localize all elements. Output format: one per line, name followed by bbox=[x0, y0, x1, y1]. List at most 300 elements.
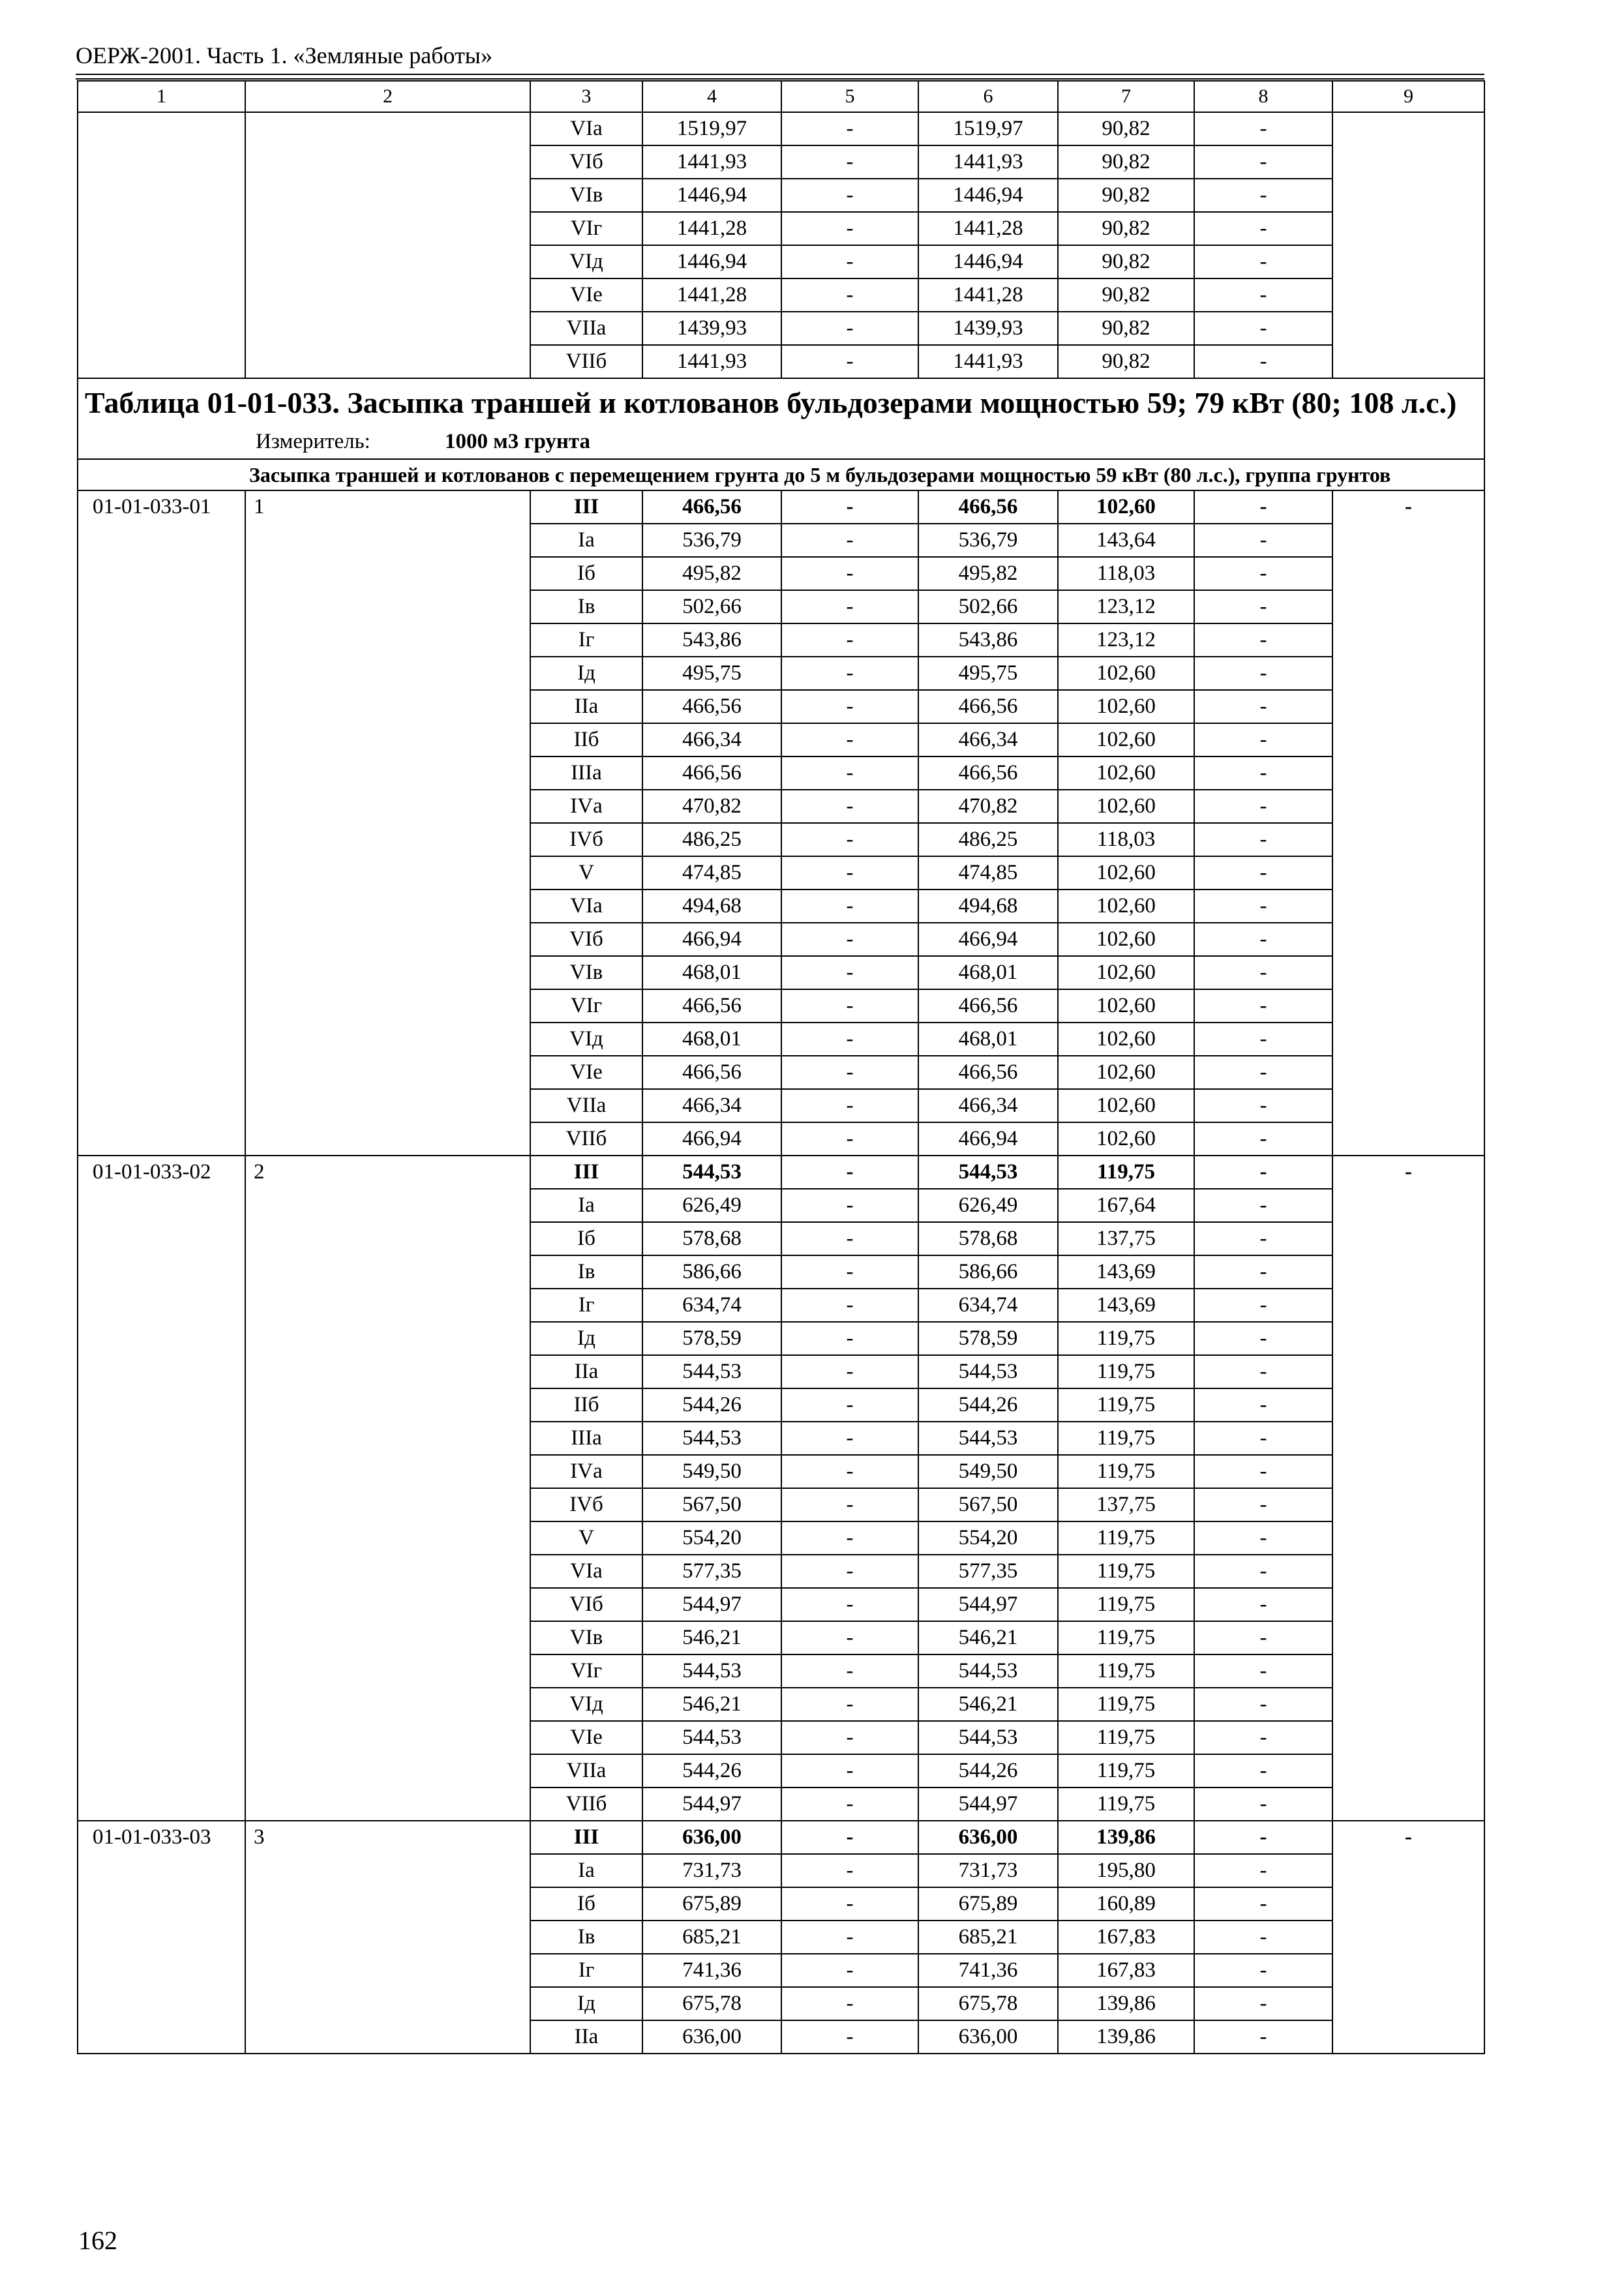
soil-group-cell: VIIб bbox=[530, 1788, 642, 1821]
soil-group-cell: V bbox=[530, 856, 642, 890]
item-code: 01-01-033-02 bbox=[78, 1156, 245, 1821]
operator-wages-cell: 137,75 bbox=[1058, 1488, 1194, 1521]
operator-wages-cell: 102,60 bbox=[1058, 1056, 1194, 1089]
table-body bbox=[78, 81, 1484, 2054]
wages-cell: - bbox=[781, 557, 918, 590]
soil-group-cell: IIIа bbox=[530, 1422, 642, 1455]
materials-cell: - bbox=[1194, 145, 1332, 179]
materials-cell: - bbox=[1194, 756, 1332, 790]
table-subtitle-row bbox=[78, 459, 1484, 490]
operator-wages-cell: 119,75 bbox=[1058, 1422, 1194, 1455]
materials-cell: - bbox=[1194, 1255, 1332, 1289]
materials-cell: - bbox=[1194, 312, 1332, 345]
materials-cell: - bbox=[1194, 1023, 1332, 1056]
operator-wages-cell: 119,75 bbox=[1058, 1621, 1194, 1654]
header-rule-second bbox=[76, 78, 1484, 80]
total-cost-cell: 636,00 bbox=[642, 2020, 781, 2054]
machine-cost-cell: 468,01 bbox=[918, 1023, 1058, 1056]
total-cost-cell: 494,68 bbox=[642, 890, 781, 923]
machine-cost-cell: 1446,94 bbox=[918, 179, 1058, 212]
machine-cost-cell: 546,21 bbox=[918, 1621, 1058, 1654]
soil-group-cell: Iб bbox=[530, 1222, 642, 1255]
total-cost-cell: 544,53 bbox=[642, 1355, 781, 1388]
wages-cell: - bbox=[781, 312, 918, 345]
soil-group-cell: IIа bbox=[530, 1355, 642, 1388]
operator-wages-cell: 102,60 bbox=[1058, 1122, 1194, 1156]
machine-cost-cell: 731,73 bbox=[918, 1854, 1058, 1887]
materials-cell: - bbox=[1194, 112, 1332, 145]
column-number-row bbox=[78, 81, 1484, 112]
total-cost-cell: 466,56 bbox=[642, 490, 781, 524]
total-cost-cell: 634,74 bbox=[642, 1289, 781, 1322]
total-cost-cell: 1519,97 bbox=[642, 112, 781, 145]
total-cost-cell: 626,49 bbox=[642, 1189, 781, 1222]
machine-cost-cell: 495,82 bbox=[918, 557, 1058, 590]
group-cell bbox=[245, 245, 530, 278]
operator-wages-cell: 119,75 bbox=[1058, 1156, 1194, 1189]
total-cost-cell: 544,97 bbox=[642, 1788, 781, 1821]
total-cost-cell: 1441,93 bbox=[642, 345, 781, 378]
operator-wages-cell: 102,60 bbox=[1058, 1089, 1194, 1122]
operator-wages-cell: 102,60 bbox=[1058, 490, 1194, 524]
table-subtitle: Засыпка траншей и котлованов с перемещением грунта до 5 м бульдозерами мощностью 59 кВт (80 л.с.), группа грунтов bbox=[78, 459, 1484, 490]
machine-cost-cell: 466,94 bbox=[918, 923, 1058, 956]
machine-cost-cell: 466,56 bbox=[918, 756, 1058, 790]
machine-cost-cell: 544,53 bbox=[918, 1422, 1058, 1455]
wages-cell: - bbox=[781, 1821, 918, 1854]
total-cost-cell: 1446,94 bbox=[642, 245, 781, 278]
soil-group-cell: VIд bbox=[530, 1023, 642, 1056]
wages-cell: - bbox=[781, 1688, 918, 1721]
materials-cell: - bbox=[1194, 690, 1332, 723]
total-cost-cell: 466,56 bbox=[642, 1056, 781, 1089]
soil-group-cell: IVа bbox=[530, 790, 642, 823]
operator-wages-cell: 119,75 bbox=[1058, 1521, 1194, 1555]
machine-cost-cell: 544,97 bbox=[918, 1588, 1058, 1621]
wages-cell: - bbox=[781, 490, 918, 524]
wages-cell: - bbox=[781, 1488, 918, 1521]
machine-cost-cell: 466,34 bbox=[918, 1089, 1058, 1122]
machine-cost-cell: 468,01 bbox=[918, 956, 1058, 989]
operator-wages-cell: 102,60 bbox=[1058, 923, 1194, 956]
machine-cost-cell: 544,26 bbox=[918, 1388, 1058, 1422]
column-number: 8 bbox=[1194, 81, 1332, 112]
total-cost-cell: 731,73 bbox=[642, 1854, 781, 1887]
soil-group-cell: VIг bbox=[530, 989, 642, 1023]
total-cost-cell: 544,53 bbox=[642, 1156, 781, 1189]
total-cost-cell: 466,56 bbox=[642, 690, 781, 723]
wages-cell: - bbox=[781, 1455, 918, 1488]
total-cost-cell: 466,94 bbox=[642, 923, 781, 956]
total-cost-cell: 1441,93 bbox=[642, 145, 781, 179]
item-group: 3 bbox=[245, 1821, 530, 2054]
soil-group-cell: Iг bbox=[530, 623, 642, 657]
total-cost-cell: 554,20 bbox=[642, 1521, 781, 1555]
column-number: 2 bbox=[245, 81, 530, 112]
wages-cell: - bbox=[781, 823, 918, 856]
table-row bbox=[78, 212, 1484, 245]
machine-cost-cell: 544,53 bbox=[918, 1654, 1058, 1688]
group-cell bbox=[245, 179, 530, 212]
item-code: 01-01-033-03 bbox=[78, 1821, 245, 2054]
machine-cost-cell: 636,00 bbox=[918, 2020, 1058, 2054]
materials-cell: - bbox=[1194, 1521, 1332, 1555]
wages-cell: - bbox=[781, 345, 918, 378]
total-cost-cell: 577,35 bbox=[642, 1555, 781, 1588]
wages-cell: - bbox=[781, 989, 918, 1023]
soil-group-cell: V bbox=[530, 1521, 642, 1555]
total-cost-cell: 685,21 bbox=[642, 1921, 781, 1954]
total-cost-cell: 466,34 bbox=[642, 723, 781, 756]
total-cost-cell: 675,89 bbox=[642, 1887, 781, 1921]
machine-cost-cell: 685,21 bbox=[918, 1921, 1058, 1954]
machine-cost-cell: 466,56 bbox=[918, 690, 1058, 723]
wages-cell: - bbox=[781, 1255, 918, 1289]
machine-cost-cell: 466,56 bbox=[918, 490, 1058, 524]
group-cell bbox=[245, 312, 530, 345]
machine-cost-cell: 586,66 bbox=[918, 1255, 1058, 1289]
wages-cell: - bbox=[781, 1322, 918, 1355]
wages-cell: - bbox=[781, 1422, 918, 1455]
soil-group-cell: IIа bbox=[530, 690, 642, 723]
soil-group-cell: III bbox=[530, 1156, 642, 1189]
wages-cell: - bbox=[781, 1788, 918, 1821]
group-cell bbox=[245, 112, 530, 145]
wages-cell: - bbox=[781, 1721, 918, 1754]
operator-wages-cell: 160,89 bbox=[1058, 1887, 1194, 1921]
operator-wages-cell: 90,82 bbox=[1058, 212, 1194, 245]
measure-value: 1000 м3 грунта bbox=[445, 430, 591, 453]
wages-cell: - bbox=[781, 1588, 918, 1621]
machine-cost-cell: 546,21 bbox=[918, 1688, 1058, 1721]
total-cost-cell: 486,25 bbox=[642, 823, 781, 856]
labor-cell bbox=[1332, 212, 1484, 245]
wages-cell: - bbox=[781, 657, 918, 690]
total-cost-cell: 466,94 bbox=[642, 1122, 781, 1156]
materials-cell: - bbox=[1194, 1954, 1332, 1987]
wages-cell: - bbox=[781, 245, 918, 278]
operator-wages-cell: 137,75 bbox=[1058, 1222, 1194, 1255]
wages-cell: - bbox=[781, 923, 918, 956]
operator-wages-cell: 119,75 bbox=[1058, 1322, 1194, 1355]
table-row bbox=[78, 1821, 1484, 1854]
total-cost-cell: 502,66 bbox=[642, 590, 781, 623]
materials-cell: - bbox=[1194, 1355, 1332, 1388]
soil-group-cell: VIе bbox=[530, 1721, 642, 1754]
soil-group-cell: Iа bbox=[530, 1854, 642, 1887]
labor-cell bbox=[1332, 278, 1484, 312]
item-group: 2 bbox=[245, 1156, 530, 1821]
machine-cost-cell: 1441,93 bbox=[918, 345, 1058, 378]
soil-group-cell: Iа bbox=[530, 524, 642, 557]
measure-label: Измеритель: bbox=[256, 430, 370, 453]
machine-cost-cell: 1439,93 bbox=[918, 312, 1058, 345]
table-row bbox=[78, 145, 1484, 179]
wages-cell: - bbox=[781, 212, 918, 245]
materials-cell: - bbox=[1194, 1289, 1332, 1322]
machine-cost-cell: 1441,28 bbox=[918, 212, 1058, 245]
total-cost-cell: 544,53 bbox=[642, 1654, 781, 1688]
operator-wages-cell: 167,83 bbox=[1058, 1921, 1194, 1954]
column-number: 7 bbox=[1058, 81, 1194, 112]
total-cost-cell: 1446,94 bbox=[642, 179, 781, 212]
materials-cell: - bbox=[1194, 1721, 1332, 1754]
operator-wages-cell: 119,75 bbox=[1058, 1455, 1194, 1488]
operator-wages-cell: 195,80 bbox=[1058, 1854, 1194, 1887]
wages-cell: - bbox=[781, 1654, 918, 1688]
operator-wages-cell: 167,64 bbox=[1058, 1189, 1194, 1222]
total-cost-cell: 495,82 bbox=[642, 557, 781, 590]
operator-wages-cell: 167,83 bbox=[1058, 1954, 1194, 1987]
labor-cell bbox=[1332, 312, 1484, 345]
materials-cell: - bbox=[1194, 278, 1332, 312]
group-cell bbox=[245, 145, 530, 179]
item-group: 1 bbox=[245, 490, 530, 1156]
operator-wages-cell: 90,82 bbox=[1058, 345, 1194, 378]
materials-cell: - bbox=[1194, 790, 1332, 823]
operator-wages-cell: 119,75 bbox=[1058, 1721, 1194, 1754]
wages-cell: - bbox=[781, 1089, 918, 1122]
machine-cost-cell: 466,56 bbox=[918, 1056, 1058, 1089]
wages-cell: - bbox=[781, 1189, 918, 1222]
materials-cell: - bbox=[1194, 179, 1332, 212]
materials-cell: - bbox=[1194, 1156, 1332, 1189]
machine-cost-cell: 1519,97 bbox=[918, 112, 1058, 145]
table-row bbox=[78, 278, 1484, 312]
code-cell bbox=[78, 212, 245, 245]
materials-cell: - bbox=[1194, 212, 1332, 245]
total-cost-cell: 567,50 bbox=[642, 1488, 781, 1521]
wages-cell: - bbox=[781, 1122, 918, 1156]
soil-group-cell: IVб bbox=[530, 1488, 642, 1521]
soil-group-cell: III bbox=[530, 1821, 642, 1854]
operator-wages-cell: 90,82 bbox=[1058, 179, 1194, 212]
machine-cost-cell: 536,79 bbox=[918, 524, 1058, 557]
total-cost-cell: 544,26 bbox=[642, 1754, 781, 1788]
machine-cost-cell: 626,49 bbox=[918, 1189, 1058, 1222]
total-cost-cell: 544,97 bbox=[642, 1588, 781, 1621]
total-cost-cell: 495,75 bbox=[642, 657, 781, 690]
materials-cell: - bbox=[1194, 657, 1332, 690]
materials-cell: - bbox=[1194, 1388, 1332, 1422]
labor-cell bbox=[1332, 345, 1484, 378]
wages-cell: - bbox=[781, 1222, 918, 1255]
soil-group-cell: VIе bbox=[530, 1056, 642, 1089]
wages-cell: - bbox=[781, 856, 918, 890]
operator-wages-cell: 102,60 bbox=[1058, 1023, 1194, 1056]
operator-wages-cell: 143,64 bbox=[1058, 524, 1194, 557]
total-cost-cell: 578,68 bbox=[642, 1222, 781, 1255]
machine-cost-cell: 675,89 bbox=[918, 1887, 1058, 1921]
soil-group-cell: Iб bbox=[530, 557, 642, 590]
soil-group-cell: IVа bbox=[530, 1455, 642, 1488]
soil-group-cell: VIв bbox=[530, 179, 642, 212]
total-cost-cell: 636,00 bbox=[642, 1821, 781, 1854]
table-row bbox=[78, 112, 1484, 145]
soil-group-cell: VIб bbox=[530, 145, 642, 179]
operator-wages-cell: 139,86 bbox=[1058, 1987, 1194, 2020]
wages-cell: - bbox=[781, 1887, 918, 1921]
materials-cell: - bbox=[1194, 1654, 1332, 1688]
materials-cell: - bbox=[1194, 1122, 1332, 1156]
materials-cell: - bbox=[1194, 1921, 1332, 1954]
soil-group-cell: VIа bbox=[530, 112, 642, 145]
column-number: 3 bbox=[530, 81, 642, 112]
soil-group-cell: VIIб bbox=[530, 1122, 642, 1156]
operator-wages-cell: 119,75 bbox=[1058, 1355, 1194, 1388]
wages-cell: - bbox=[781, 112, 918, 145]
total-cost-cell: 578,59 bbox=[642, 1322, 781, 1355]
soil-group-cell: VIд bbox=[530, 1688, 642, 1721]
soil-group-cell: Iд bbox=[530, 657, 642, 690]
machine-cost-cell: 1446,94 bbox=[918, 245, 1058, 278]
materials-cell: - bbox=[1194, 1854, 1332, 1887]
materials-cell: - bbox=[1194, 1887, 1332, 1921]
operator-wages-cell: 118,03 bbox=[1058, 823, 1194, 856]
labor-cell: - bbox=[1332, 1156, 1484, 1821]
soil-group-cell: VIв bbox=[530, 956, 642, 989]
machine-cost-cell: 554,20 bbox=[918, 1521, 1058, 1555]
materials-cell: - bbox=[1194, 245, 1332, 278]
soil-group-cell: VIIа bbox=[530, 312, 642, 345]
wages-cell: - bbox=[781, 1555, 918, 1588]
operator-wages-cell: 102,60 bbox=[1058, 989, 1194, 1023]
operator-wages-cell: 123,12 bbox=[1058, 590, 1194, 623]
machine-cost-cell: 1441,28 bbox=[918, 278, 1058, 312]
wages-cell: - bbox=[781, 1355, 918, 1388]
materials-cell: - bbox=[1194, 890, 1332, 923]
labor-cell: - bbox=[1332, 1821, 1484, 2054]
soil-group-cell: VIг bbox=[530, 212, 642, 245]
operator-wages-cell: 90,82 bbox=[1058, 245, 1194, 278]
total-cost-cell: 586,66 bbox=[642, 1255, 781, 1289]
wages-cell: - bbox=[781, 1388, 918, 1422]
materials-cell: - bbox=[1194, 1621, 1332, 1654]
machine-cost-cell: 567,50 bbox=[918, 1488, 1058, 1521]
group-cell bbox=[245, 212, 530, 245]
operator-wages-cell: 102,60 bbox=[1058, 790, 1194, 823]
wages-cell: - bbox=[781, 956, 918, 989]
wages-cell: - bbox=[781, 756, 918, 790]
total-cost-cell: 549,50 bbox=[642, 1455, 781, 1488]
wages-cell: - bbox=[781, 2020, 918, 2054]
materials-cell: - bbox=[1194, 1189, 1332, 1222]
soil-group-cell: VIIа bbox=[530, 1754, 642, 1788]
code-cell bbox=[78, 145, 245, 179]
materials-cell: - bbox=[1194, 1455, 1332, 1488]
labor-cell bbox=[1332, 145, 1484, 179]
soil-group-cell: VIIа bbox=[530, 1089, 642, 1122]
materials-cell: - bbox=[1194, 1754, 1332, 1788]
soil-group-cell: Iд bbox=[530, 1322, 642, 1355]
wages-cell: - bbox=[781, 790, 918, 823]
soil-group-cell: VIд bbox=[530, 245, 642, 278]
table-row bbox=[78, 245, 1484, 278]
total-cost-cell: 1441,28 bbox=[642, 212, 781, 245]
soil-group-cell: VIа bbox=[530, 1555, 642, 1588]
total-cost-cell: 543,86 bbox=[642, 623, 781, 657]
soil-group-cell: VIг bbox=[530, 1654, 642, 1688]
soil-group-cell: IIб bbox=[530, 723, 642, 756]
wages-cell: - bbox=[781, 1754, 918, 1788]
wages-cell: - bbox=[781, 524, 918, 557]
soil-group-cell: Iв bbox=[530, 590, 642, 623]
materials-cell: - bbox=[1194, 490, 1332, 524]
wages-cell: - bbox=[781, 1156, 918, 1189]
column-number: 4 bbox=[642, 81, 781, 112]
materials-cell: - bbox=[1194, 1788, 1332, 1821]
table-row bbox=[78, 179, 1484, 212]
operator-wages-cell: 119,75 bbox=[1058, 1788, 1194, 1821]
table-row bbox=[78, 345, 1484, 378]
machine-cost-cell: 634,74 bbox=[918, 1289, 1058, 1322]
soil-group-cell: IIб bbox=[530, 1388, 642, 1422]
materials-cell: - bbox=[1194, 1089, 1332, 1122]
soil-group-cell: III bbox=[530, 490, 642, 524]
total-cost-cell: 1439,93 bbox=[642, 312, 781, 345]
page-number: 162 bbox=[78, 2226, 117, 2255]
operator-wages-cell: 143,69 bbox=[1058, 1289, 1194, 1322]
materials-cell: - bbox=[1194, 1821, 1332, 1854]
operator-wages-cell: 90,82 bbox=[1058, 278, 1194, 312]
operator-wages-cell: 90,82 bbox=[1058, 145, 1194, 179]
operator-wages-cell: 102,60 bbox=[1058, 690, 1194, 723]
table-row bbox=[78, 1156, 1484, 1189]
total-cost-cell: 544,26 bbox=[642, 1388, 781, 1422]
operator-wages-cell: 90,82 bbox=[1058, 312, 1194, 345]
materials-cell: - bbox=[1194, 1056, 1332, 1089]
machine-cost-cell: 466,56 bbox=[918, 989, 1058, 1023]
code-cell bbox=[78, 179, 245, 212]
wages-cell: - bbox=[781, 1621, 918, 1654]
wages-cell: - bbox=[781, 690, 918, 723]
machine-cost-cell: 502,66 bbox=[918, 590, 1058, 623]
machine-cost-cell: 474,85 bbox=[918, 856, 1058, 890]
total-cost-cell: 466,34 bbox=[642, 1089, 781, 1122]
operator-wages-cell: 119,75 bbox=[1058, 1688, 1194, 1721]
column-number: 1 bbox=[78, 81, 245, 112]
total-cost-cell: 468,01 bbox=[642, 956, 781, 989]
soil-group-cell: Iд bbox=[530, 1987, 642, 2020]
materials-cell: - bbox=[1194, 1322, 1332, 1355]
wages-cell: - bbox=[781, 890, 918, 923]
materials-cell: - bbox=[1194, 1987, 1332, 2020]
wages-cell: - bbox=[781, 1056, 918, 1089]
operator-wages-cell: 119,75 bbox=[1058, 1754, 1194, 1788]
machine-cost-cell: 741,36 bbox=[918, 1954, 1058, 1987]
operator-wages-cell: 118,03 bbox=[1058, 557, 1194, 590]
materials-cell: - bbox=[1194, 524, 1332, 557]
soil-group-cell: Iг bbox=[530, 1954, 642, 1987]
machine-cost-cell: 543,86 bbox=[918, 623, 1058, 657]
operator-wages-cell: 102,60 bbox=[1058, 756, 1194, 790]
running-title: ОЕРЖ-2001. Часть 1. «Земляные работы» bbox=[76, 42, 492, 68]
wages-cell: - bbox=[781, 623, 918, 657]
operator-wages-cell: 119,75 bbox=[1058, 1654, 1194, 1688]
operator-wages-cell: 139,86 bbox=[1058, 1821, 1194, 1854]
operator-wages-cell: 119,75 bbox=[1058, 1555, 1194, 1588]
operator-wages-cell: 102,60 bbox=[1058, 723, 1194, 756]
operator-wages-cell: 102,60 bbox=[1058, 856, 1194, 890]
wages-cell: - bbox=[781, 723, 918, 756]
machine-cost-cell: 544,26 bbox=[918, 1754, 1058, 1788]
materials-cell: - bbox=[1194, 557, 1332, 590]
operator-wages-cell: 90,82 bbox=[1058, 112, 1194, 145]
code-cell bbox=[78, 312, 245, 345]
materials-cell: - bbox=[1194, 1222, 1332, 1255]
materials-cell: - bbox=[1194, 2020, 1332, 2054]
materials-cell: - bbox=[1194, 1588, 1332, 1621]
